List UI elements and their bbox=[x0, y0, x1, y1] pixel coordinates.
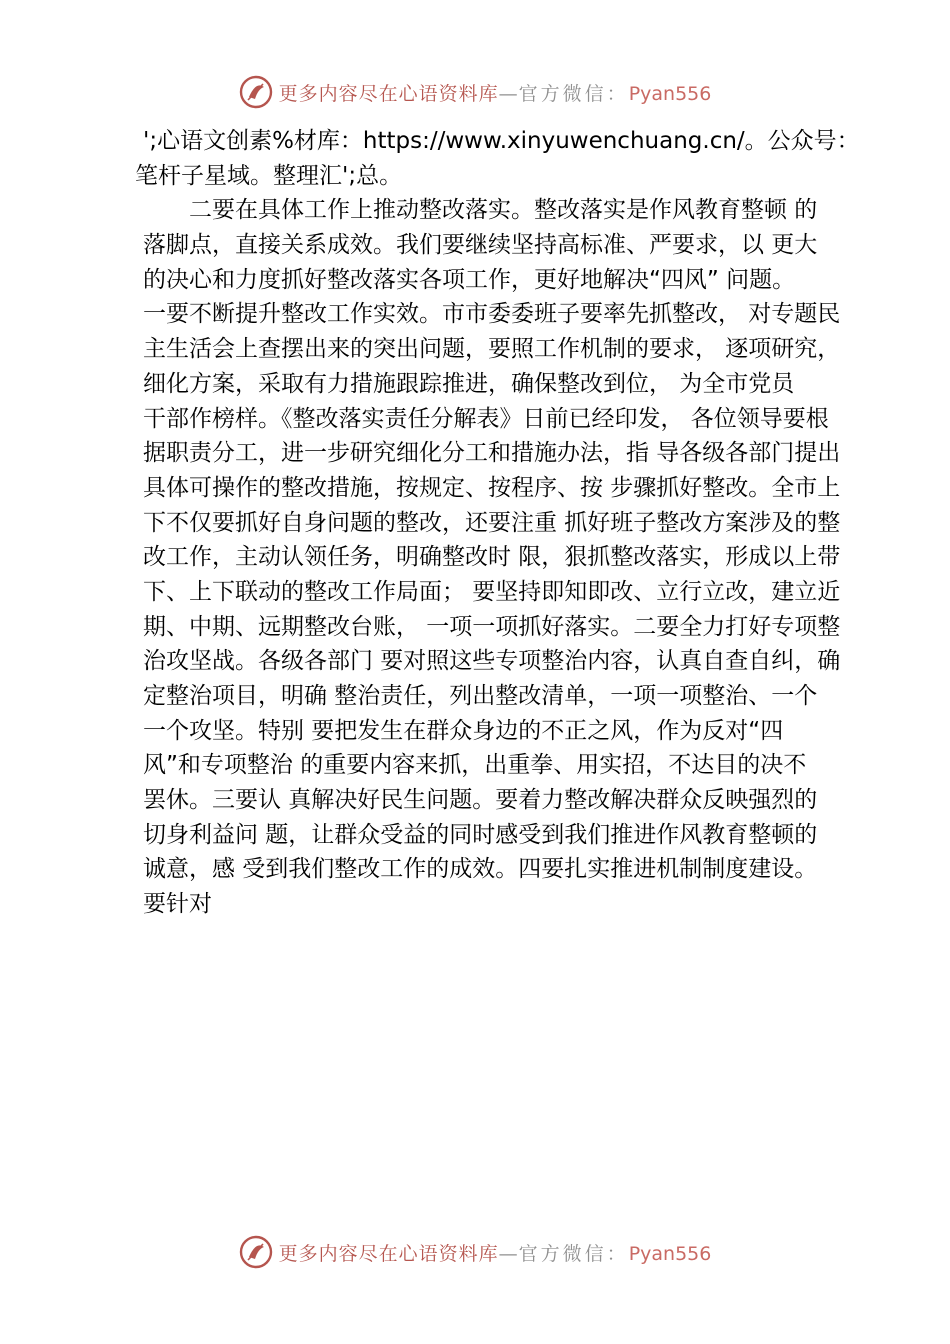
seal-logo-icon bbox=[239, 1235, 273, 1269]
seal-logo-icon bbox=[239, 75, 273, 109]
text-line: 主生活会上查摆出来的突出问题，要照工作机制的要求， 逐项研究， bbox=[143, 336, 841, 363]
text-line: 具体可操作的整改措施，按规定、按程序、按 步骤抓好整改。全市上 bbox=[143, 474, 841, 501]
wechat-label: 官方微信： bbox=[518, 82, 629, 105]
text-line: ';心语文创素%材库：https://www.xinyuwenchuang.cn/。公众号： bbox=[143, 128, 860, 154]
text-line: 一要不断提升整改工作实效。市市委委班子要率先抓整改， 对专题民 bbox=[143, 301, 841, 328]
text-line: 一个攻坚。特别 要把发生在群众身边的不正之风，作为反对“四 bbox=[143, 717, 784, 744]
text-line: 期、中期、远期整改台账， 一项一项抓好落实。二要全力打好专项整 bbox=[143, 613, 841, 640]
text-line: 切身利益问 题，让群众受益的同时感受到我们推进作风教育整顿的 bbox=[143, 821, 818, 848]
footer-banner-text bbox=[279, 1239, 712, 1266]
text-line: 治攻坚战。各级各部门 要对照这些专项整治内容，认真自查自纠，确 bbox=[143, 648, 841, 675]
separator: — bbox=[498, 82, 519, 105]
text-line: 的决心和力度抓好整改落实各项工作，更好地解决“四风” 问题。 bbox=[143, 266, 796, 293]
text-line: 要针对 bbox=[143, 891, 212, 918]
wechat-label: 官方微信： bbox=[518, 1242, 629, 1265]
text-line: 风”和专项整治 的重要内容来抓，出重拳、用实招，不达目的决不 bbox=[143, 752, 807, 779]
brand-text: 更多内容尽在心语资料库 bbox=[278, 82, 499, 105]
wechat-handle: Pyan556 bbox=[628, 82, 712, 105]
text-line: 下、上下联动的整改工作局面； 要坚持即知即改、立行立改，建立近 bbox=[143, 578, 841, 605]
text-line: 诚意，感 受到我们整改工作的成效。四要扎实推进机制制度建设。 bbox=[143, 856, 818, 883]
header-banner-text bbox=[279, 79, 712, 106]
brand-text: 更多内容尽在心语资料库 bbox=[278, 1242, 499, 1265]
wechat-handle: Pyan556 bbox=[628, 1242, 712, 1265]
text-line: 细化方案，采取有力措施跟踪推进，确保整改到位， 为全市党员 bbox=[143, 370, 795, 397]
text-line: 下不仅要抓好自身问题的整改，还要注重 抓好班子整改方案涉及的整 bbox=[143, 509, 841, 536]
text-line: 改工作，主动认领任务，明确整改时 限，狠抓整改落实，形成以上带 bbox=[143, 544, 841, 571]
text-line: 干部作榜样。《整改落实责任分解表》日前已经印发， 各位领导要根 bbox=[143, 405, 829, 432]
separator: — bbox=[498, 1242, 519, 1265]
text-line: 落脚点，直接关系成效。我们要继续坚持高标准、严要求，以 更大 bbox=[143, 232, 818, 259]
text-line: 罢休。三要认 真解决好民生问题。要着力整改解决群众反映强烈的 bbox=[143, 787, 818, 814]
text-line: 笔杆子星域。整理汇';总。 bbox=[135, 162, 403, 189]
text-line: 据职责分工，进一步研究细化分工和措施办法，指 导各级各部门提出 bbox=[143, 440, 841, 467]
document-body bbox=[135, 124, 860, 922]
paragraph-first-line: 二要在具体工作上推动整改落实。整改落实是作风教育整顿 的 bbox=[189, 197, 818, 224]
text-line: 定整治项目，明确 整治责任，列出整改清单，一项一项整治、一个 bbox=[143, 683, 818, 709]
header-banner bbox=[0, 70, 950, 114]
footer-banner bbox=[0, 1230, 950, 1274]
